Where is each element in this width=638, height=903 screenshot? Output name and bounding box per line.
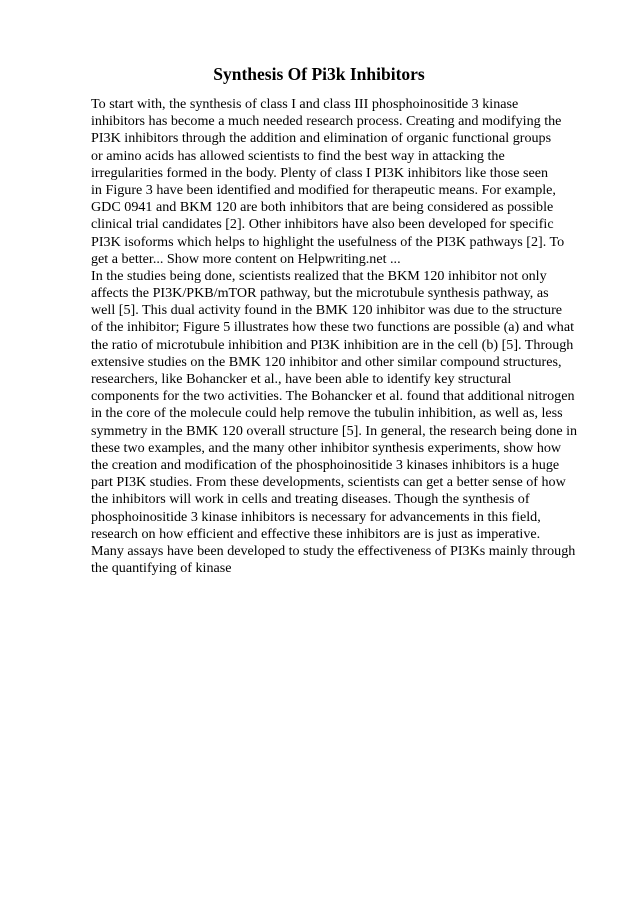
text-line: components for the two activities. The Bohancker et al. found that additional nitrogen: [91, 388, 575, 405]
text-line: affects the PI3K/PKB/mTOR pathway, but the microtubule synthesis pathway, as: [91, 285, 549, 302]
text-line: irregularities formed in the body. Plenty of class I PI3K inhibitors like those seen: [91, 164, 549, 181]
text-line: Many assays have been developed to study the effectiveness of PI3Ks mainly through: [91, 542, 576, 559]
text-line: phosphoinositide 3 kinase inhibitors is necessary for advancements in this field,: [91, 508, 541, 525]
text-line: clinical trial candidates [2]. Other inhibitors have also been developed for specific: [91, 216, 554, 233]
text-line: inhibitors has become a much needed research process. Creating and modifying the: [91, 113, 562, 130]
body-text: [91, 96, 601, 577]
text-line: these two examples, and the many other inhibitor synthesis experiments, show how: [91, 439, 562, 456]
show-more-line[interactable]: get a better... Show more content on Helpwriting.net ...: [91, 250, 401, 267]
text-line: of the inhibitor; Figure 5 illustrates how these two functions are possible (a) and what: [91, 319, 574, 336]
text-line: extensive studies on the BMK 120 inhibitor and other similar compound structures,: [91, 353, 562, 370]
text-line: well [5]. This dual activity found in the BMK 120 inhibitor was due to the structure: [91, 302, 563, 319]
text-line: the inhibitors will work in cells and treating diseases. Though the synthesis of: [91, 491, 530, 508]
text-line: To start with, the synthesis of class I and class III phosphoinositide 3 kinase: [91, 96, 519, 112]
text-line: In the studies being done, scientists realized that the BKM 120 inhibitor not only: [91, 267, 547, 284]
text-line: symmetry in the BMK 120 overall structure [5]. In general, the research being done in: [91, 422, 578, 439]
text-line: in the core of the molecule could help remove the tubulin inhibition, as well as, less: [91, 405, 563, 422]
text-line: GDC 0941 and BKM 120 are both inhibitors that are being considered as possible: [91, 199, 554, 216]
text-line: the creation and modification of the phosphoinositide 3 kinases inhibitors is a huge: [91, 456, 560, 473]
text-line: or amino acids has allowed scientists to find the best way in attacking the: [91, 147, 505, 164]
text-line: PI3K isoforms which helps to highlight the usefulness of the PI3K pathways [2]. To: [91, 233, 565, 250]
text-line: researchers, like Bohancker et al., have been able to identify key structural: [91, 371, 512, 387]
text-line: PI3K inhibitors through the addition and elimination of organic functional groups: [91, 130, 552, 147]
text-line: the ratio of microtubule inhibition and PI3K inhibition are in the cell (b) [5]. Through: [91, 336, 574, 353]
text-line: part PI3K studies. From these developments, scientists can get a better sense of how: [91, 474, 566, 491]
text-line: in Figure 3 have been identified and modified for therapeutic means. For example,: [91, 181, 556, 198]
text-line: research on how efficient and effective these inhibitors are is just as imperative.: [91, 525, 541, 542]
page-title: Synthesis Of Pi3k Inhibitors: [213, 64, 425, 84]
text-line: the quantifying of kinase: [91, 560, 232, 577]
